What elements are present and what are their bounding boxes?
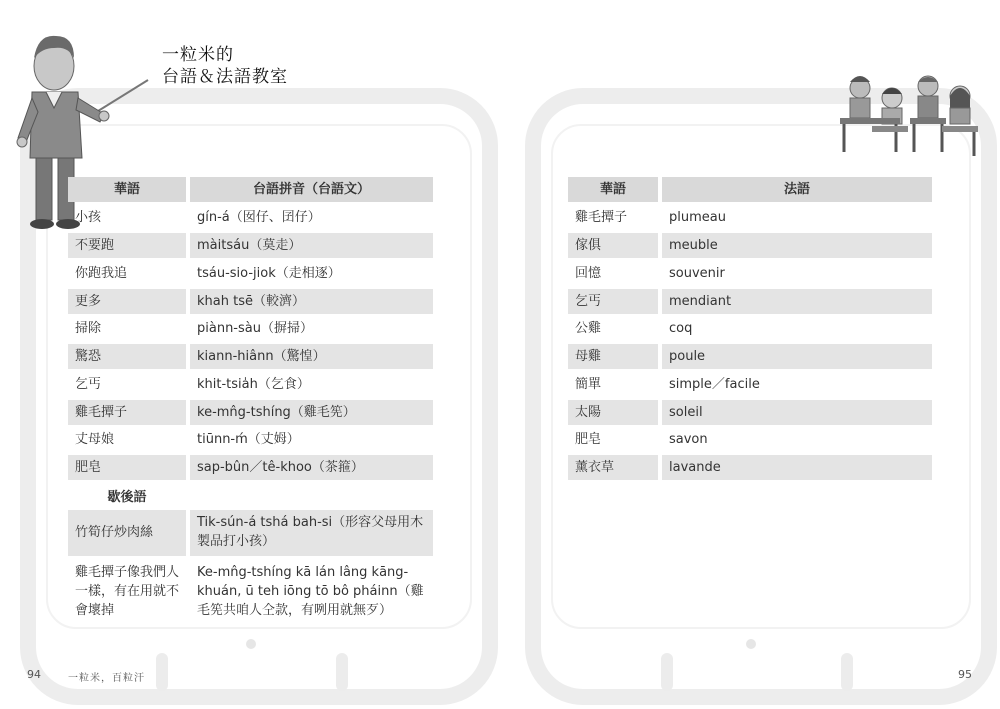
cell-mandarin: 驚恐 <box>68 344 186 369</box>
cell-french: poule <box>662 344 932 369</box>
table-row <box>68 316 433 341</box>
left-table-header <box>68 177 433 202</box>
table-row <box>568 233 932 258</box>
cell-mandarin: 竹筍仔炒肉絲 <box>68 510 186 556</box>
cell-mandarin: 太陽 <box>568 400 658 425</box>
cell-mandarin: 小孩 <box>75 210 102 225</box>
cell-mandarin: 簡單 <box>575 377 602 392</box>
table-row <box>568 427 932 452</box>
cell-taiwanese: Ke-mn̂g-tshíng kā lán lâng kāng-khuán, ū teh iōng tō bô pháinn（雞毛筅共咱人仝款，有咧用就無歹） <box>197 565 424 618</box>
left-page-number: 94 <box>27 668 41 681</box>
cell-taiwanese: tsáu-sio-jiok（走相逐） <box>197 266 341 281</box>
cell-mandarin: 肥皂 <box>68 455 186 480</box>
table-row <box>568 289 932 314</box>
cell-mandarin: 肥皂 <box>575 432 602 447</box>
cell-mandarin: 乞丐 <box>75 377 102 392</box>
page-title <box>162 44 288 88</box>
table-row <box>68 205 433 230</box>
table-row <box>568 455 932 480</box>
title-line-2: 台語＆法語教室 <box>162 67 288 87</box>
cell-mandarin: 乞丐 <box>568 289 658 314</box>
cell-french: lavande <box>662 455 932 480</box>
table-row <box>68 233 433 258</box>
cell-mandarin: 雞毛撢子像我們人一樣，有在用就不會壞掉 <box>75 565 180 618</box>
footer-motto: 一粒米，百粒汗 <box>68 673 145 684</box>
table-row <box>68 560 433 622</box>
cell-mandarin: 公雞 <box>575 321 602 336</box>
cell-mandarin: 不要跑 <box>68 233 186 258</box>
cell-taiwanese: khit-tsia̍h（乞食） <box>197 377 310 392</box>
table-row <box>568 400 932 425</box>
table-row <box>68 455 433 480</box>
right-page-number: 95 <box>958 668 972 681</box>
table-row <box>68 344 433 369</box>
table-row <box>68 510 433 556</box>
cell-mandarin: 回憶 <box>575 266 602 281</box>
left-header-mandarin: 華語 <box>68 177 186 202</box>
table-row <box>68 289 433 314</box>
cell-mandarin: 丈母娘 <box>75 432 115 447</box>
right-table-header <box>568 177 932 202</box>
cell-french: souvenir <box>669 266 725 281</box>
cell-taiwanese: kiann-hiânn（驚惶） <box>190 344 433 369</box>
cell-french: savon <box>669 432 708 447</box>
cell-mandarin: 雞毛撢子 <box>575 210 628 225</box>
title-line-1: 一粒米的 <box>162 45 234 65</box>
cell-french: plumeau <box>669 210 726 225</box>
table-row <box>68 261 433 286</box>
section-label-xiehouyu: 歇後語 <box>107 490 147 505</box>
cell-mandarin: 傢俱 <box>568 233 658 258</box>
cell-taiwanese: sap-bûn／tê-khoo（茶箍） <box>190 455 433 480</box>
cell-taiwanese: gín-á（囡仔、囝仔） <box>197 210 321 225</box>
cell-french: simple／facile <box>669 377 760 392</box>
students-illustration <box>836 70 980 160</box>
table-row <box>68 372 433 397</box>
cell-taiwanese: khah tsē（較濟） <box>190 289 433 314</box>
cell-taiwanese: màitsáu（莫走） <box>190 233 433 258</box>
cell-french: meuble <box>662 233 932 258</box>
table-row <box>568 205 932 230</box>
cell-french: mendiant <box>662 289 932 314</box>
cell-taiwanese: tiūnn-ḿ（丈姆） <box>197 432 300 447</box>
cell-taiwanese: piànn-sàu（摒掃） <box>197 321 313 336</box>
cell-taiwanese: Tik-sún-á tshá bah-si（形容父母用木製品打小孩） <box>190 510 433 556</box>
table-row <box>568 344 932 369</box>
cell-mandarin: 掃除 <box>75 321 102 336</box>
cell-mandarin: 母雞 <box>568 344 658 369</box>
table-row <box>568 316 932 341</box>
cell-french: soleil <box>662 400 932 425</box>
table-row <box>568 372 932 397</box>
right-header-french: 法語 <box>662 177 932 202</box>
table-row <box>568 261 932 286</box>
teacher-illustration <box>8 28 158 233</box>
cell-french: coq <box>669 321 693 336</box>
right-header-mandarin: 華語 <box>568 177 658 202</box>
cell-mandarin: 你跑我追 <box>75 266 128 281</box>
cell-mandarin: 薰衣草 <box>568 455 658 480</box>
cell-taiwanese: ke-mn̂g-tshíng（雞毛筅） <box>190 400 433 425</box>
left-header-taiwanese: 台語拼音（台語文） <box>190 177 433 202</box>
cell-mandarin: 更多 <box>68 289 186 314</box>
table-row <box>68 400 433 425</box>
cell-mandarin: 雞毛撢子 <box>68 400 186 425</box>
table-row <box>68 427 433 452</box>
